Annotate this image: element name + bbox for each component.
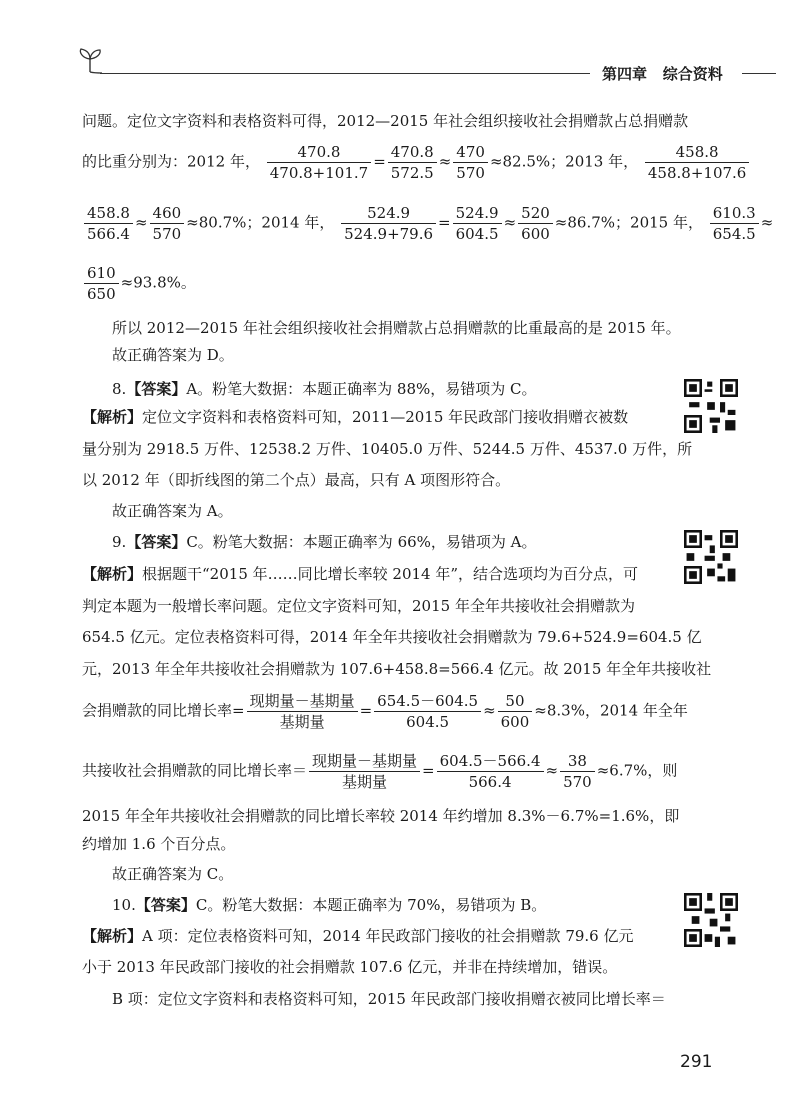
- formula-line-2015: [82, 264, 196, 303]
- approx-sign: ≈: [554, 213, 568, 232]
- header-rule-right: [742, 73, 776, 74]
- approx-sign: ≈: [503, 213, 517, 232]
- approx-sign: ≈: [489, 152, 503, 171]
- q8-answer: [112, 379, 537, 399]
- q9-answer: [112, 532, 537, 552]
- text-line: 2015 年全年共接收社会捐赠款的同比增长率较 2014 年约增加 8.3%－6.7%=1.6%，即: [82, 807, 680, 825]
- page-number: 291: [680, 1052, 713, 1072]
- denominator: 572.5: [390, 164, 434, 182]
- question-number: 10.: [112, 896, 136, 914]
- fraction: [437, 752, 544, 791]
- answer-label: 【答案】: [135, 896, 196, 914]
- text-span: A 项：定位表格资料可知，2014 年民政部门接收的社会捐赠款 79.6 亿元: [142, 927, 634, 945]
- text-line: 量分别为 2918.5 万件、12538.2 万件、10405.0 万件、5244.5 万件、4537.0 万件，所: [82, 440, 693, 458]
- approx-sign: ≈: [120, 273, 134, 292]
- fraction: [84, 204, 133, 243]
- equals-sign: =: [373, 152, 386, 171]
- approx-sign: ≈: [760, 213, 774, 232]
- numerator: 524.9: [453, 204, 502, 224]
- chapter-number: 第四章: [602, 65, 648, 83]
- explanation-label: 【解析】: [82, 408, 143, 426]
- q8-explanation-1: [82, 407, 628, 427]
- text-line: 以 2012 年（即折线图的第二个点）最高，只有 A 项图形符合。: [82, 471, 511, 489]
- denominator: 604.5: [455, 225, 499, 243]
- denominator: 570: [563, 773, 592, 791]
- denominator: 650: [87, 285, 116, 303]
- text-span: 80.7%；2014 年，: [198, 213, 335, 232]
- numerator: 460: [150, 204, 185, 224]
- text-line: B 项：定位文字资料和表格资料可知，2015 年民政部门接收捐赠衣被同比增长率＝: [112, 990, 666, 1008]
- denominator: 604.5: [406, 713, 450, 731]
- denominator: 570: [456, 164, 485, 182]
- growth-formula-2014: [82, 752, 677, 791]
- equals-sign: =: [359, 701, 373, 720]
- chapter-title: 综合资料: [662, 65, 723, 83]
- fraction: [388, 143, 437, 182]
- answer-label: 【答案】: [126, 533, 187, 551]
- text-span: 的比重分别为：2012 年，: [82, 152, 260, 171]
- equals-sign: =: [422, 761, 435, 780]
- numerator: 现期量－基期量: [309, 752, 420, 772]
- growth-formula-2015: [82, 692, 688, 731]
- denominator: 470.8+101.7: [269, 164, 369, 182]
- numerator: 470.8: [267, 143, 371, 163]
- formula-line-2014: [82, 204, 773, 243]
- denominator: 458.8+107.6: [647, 164, 747, 182]
- fraction: [267, 143, 371, 182]
- equals-sign: =: [438, 213, 451, 232]
- fraction: [498, 692, 533, 731]
- fraction: [518, 204, 553, 243]
- text-line: 判定本题为一般增长率问题。定位文字资料可知，2015 年全年共接收社会捐赠款为: [82, 597, 635, 615]
- q10-answer: [112, 895, 546, 915]
- denominator: 566.4: [468, 773, 512, 791]
- numerator: 458.8: [645, 143, 749, 163]
- text-line: 元，2013 年全年共接收社会捐赠款为 107.6+458.8=566.4 亿元。故 2015 年全年共接收社: [82, 660, 712, 678]
- fraction: [710, 204, 759, 243]
- header-rule: [100, 73, 590, 74]
- text-span: 共接收社会捐赠款的同比增长率＝: [82, 761, 308, 780]
- approx-sign: ≈: [134, 213, 148, 232]
- explanation-label: 【解析】: [82, 927, 143, 945]
- fraction: [247, 692, 358, 731]
- approx-sign: ≈: [186, 213, 199, 232]
- explanation-label: 【解析】: [82, 565, 143, 583]
- numerator: 现期量－基期量: [247, 692, 358, 712]
- text-span: 会捐赠款的同比增长率=: [82, 701, 245, 720]
- denominator: 524.9+79.6: [344, 225, 434, 243]
- answer-text: C。粉笔大数据：本题正确率为 70%，易错项为 B。: [195, 896, 547, 914]
- answer-line: 故正确答案为 D。: [112, 346, 234, 364]
- text-span: 根据题干“2015 年……同比增长率较 2014 年”，结合选项均为百分点，可: [142, 565, 639, 583]
- denominator: 600: [500, 713, 530, 731]
- numerator: 610.3: [710, 204, 759, 224]
- qr-code-icon[interactable]: [684, 530, 738, 584]
- question-number: 8.: [112, 380, 127, 398]
- approx-sign: ≈: [534, 701, 547, 720]
- text-line: 问题。定位文字资料和表格资料可得，2012—2015 年社会组织接收社会捐赠款占总捐赠款: [82, 112, 689, 130]
- numerator: 654.5－604.5: [374, 692, 481, 712]
- answer-text: C。粉笔大数据：本题正确率为 66%，易错项为 A。: [186, 533, 537, 551]
- numerator: 38: [560, 752, 595, 772]
- fraction: [453, 204, 502, 243]
- qr-code-icon[interactable]: [684, 379, 738, 433]
- text-line: 所以 2012—2015 年社会组织接收社会捐赠款占总捐赠款的比重最高的是 2015 年。: [112, 319, 681, 337]
- denominator: 566.4: [87, 225, 130, 243]
- approx-sign: ≈: [438, 152, 452, 171]
- numerator: 50: [498, 692, 533, 712]
- numerator: 458.8: [84, 204, 133, 224]
- text-span: 93.8%。: [133, 273, 196, 292]
- text-span: 8.3%，2014 年全年: [546, 701, 688, 720]
- denominator: 570: [152, 225, 182, 243]
- denominator: 基期量: [279, 713, 325, 731]
- numerator: 610: [84, 264, 119, 284]
- text-line: 约增加 1.6 个百分点。: [82, 835, 236, 853]
- question-number: 9.: [112, 533, 127, 551]
- answer-line: 故正确答案为 A。: [112, 502, 233, 520]
- numerator: 604.5－566.4: [437, 752, 544, 772]
- text-span: 6.7%，则: [609, 761, 678, 780]
- text-line: 654.5 亿元。定位表格资料可得，2014 年全年共接收社会捐赠款为 79.6+524.9=604.5 亿: [82, 628, 702, 646]
- qr-code-icon[interactable]: [684, 893, 738, 947]
- leaf-logo-icon: [76, 46, 106, 76]
- fraction: [453, 143, 488, 182]
- denominator: 654.5: [712, 225, 756, 243]
- approx-sign: ≈: [545, 761, 559, 780]
- text-line: 小于 2013 年民政部门接收的社会捐赠款 107.6 亿元，并非在持续增加，错误。: [82, 958, 618, 976]
- text-span: 86.7%；2015 年，: [567, 213, 703, 232]
- approx-sign: ≈: [596, 761, 610, 780]
- numerator: 470.8: [388, 143, 437, 163]
- chapter-header: [602, 63, 723, 84]
- fraction: [645, 143, 749, 182]
- approx-sign: ≈: [483, 701, 496, 720]
- q10-explanation-1: [82, 926, 634, 946]
- numerator: 520: [518, 204, 553, 224]
- answer-label: 【答案】: [126, 380, 187, 398]
- text-span: 定位文字资料和表格资料可知，2011—2015 年民政部门接收捐赠衣被数: [142, 408, 629, 426]
- answer-line: 故正确答案为 C。: [112, 865, 234, 883]
- fraction: [309, 752, 420, 791]
- q9-explanation-1: [82, 564, 638, 584]
- fraction: [374, 692, 481, 731]
- numerator: 470: [453, 143, 488, 163]
- numerator: 524.9: [341, 204, 436, 224]
- answer-text: A。粉笔大数据：本题正确率为 88%，易错项为 C。: [186, 380, 537, 398]
- denominator: 基期量: [342, 773, 388, 791]
- fraction: [150, 204, 185, 243]
- denominator: 600: [521, 225, 550, 243]
- fraction: [84, 264, 119, 303]
- formula-line-2012: [82, 143, 751, 182]
- fraction: [341, 204, 436, 243]
- text-span: 82.5%；2013 年，: [502, 152, 639, 171]
- fraction: [560, 752, 595, 791]
